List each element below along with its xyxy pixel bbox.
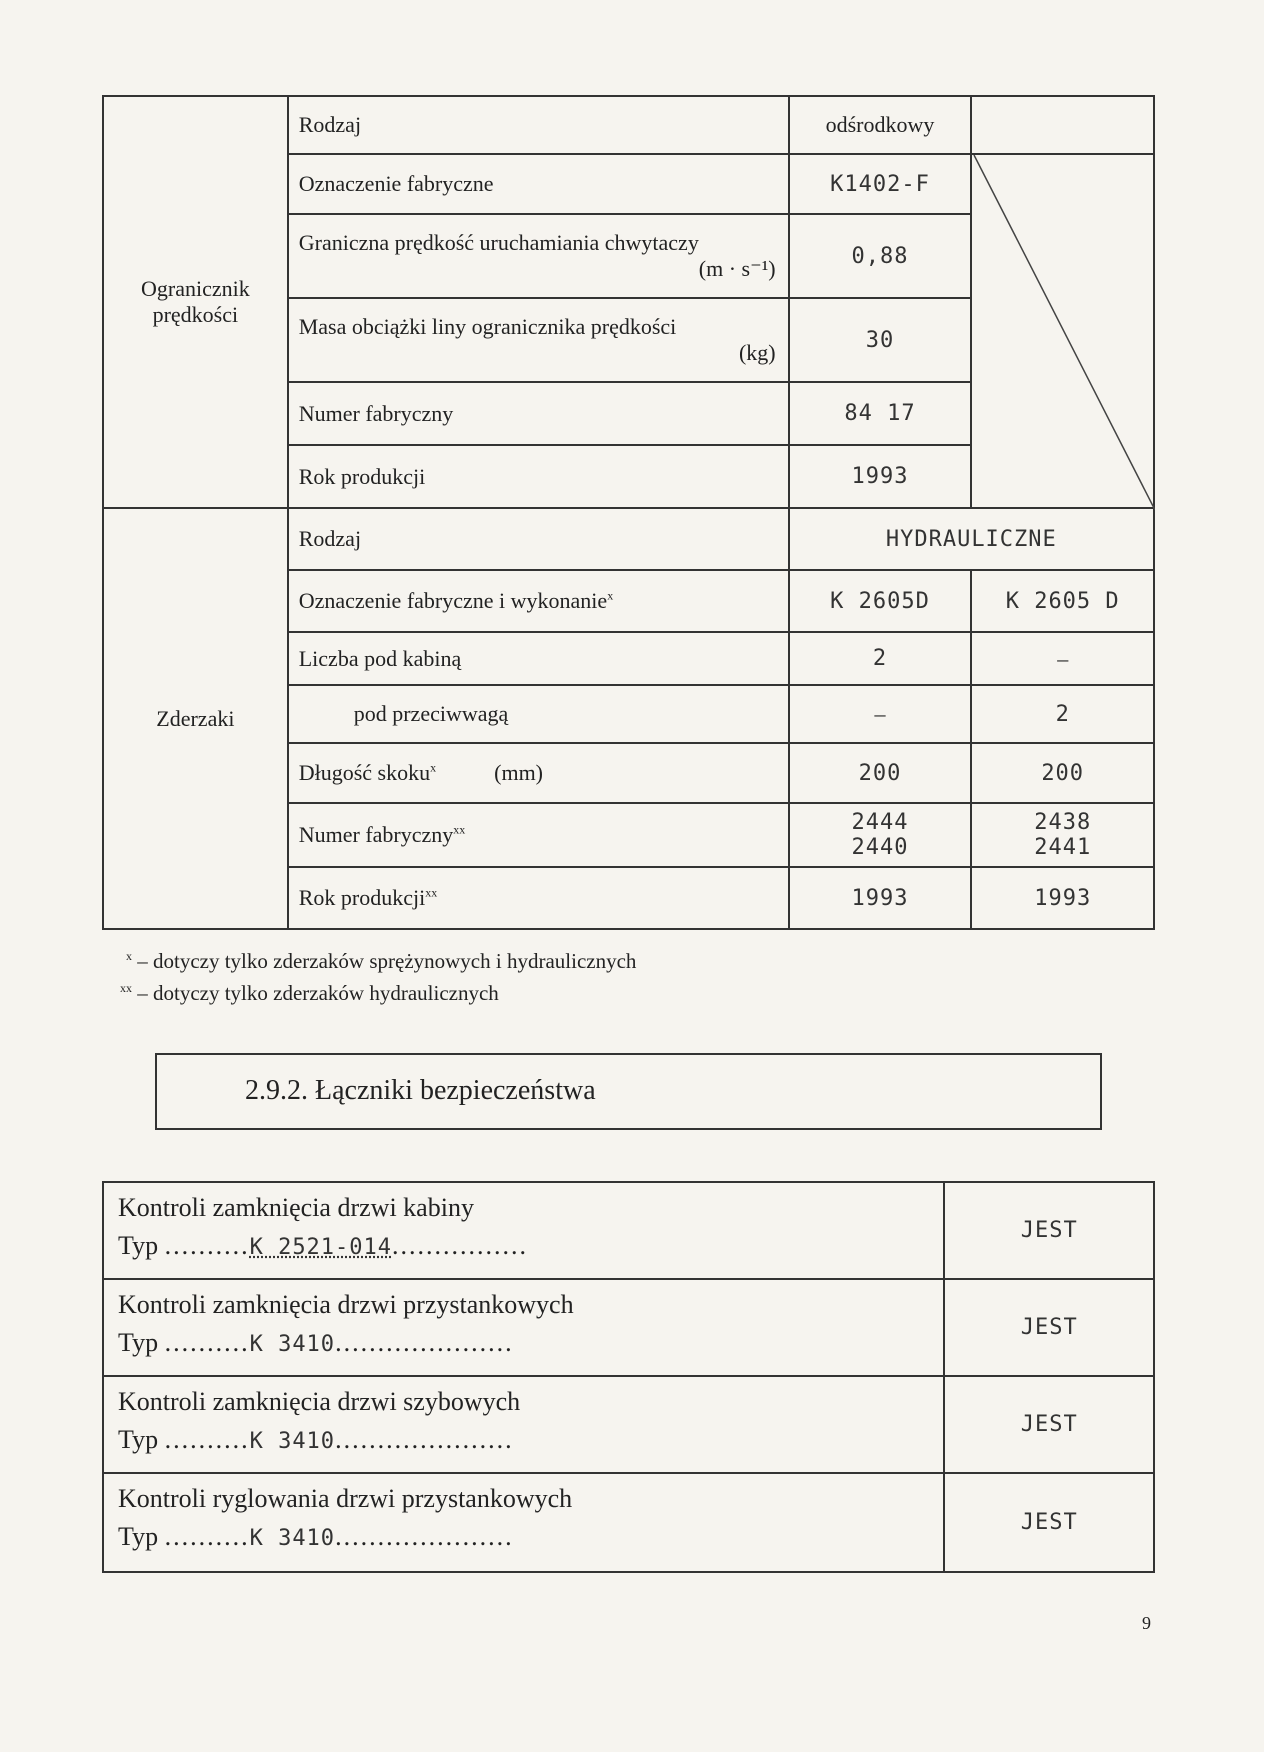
switch-row: Kontroli zamknięcia drzwi przystankowych Typ ..........K 3410..................... [103, 1279, 944, 1376]
row-label: Oznaczenie fabryczne i wykonanie$^x$ [288, 570, 789, 632]
safety-switches-table [102, 1181, 1155, 1573]
row-label: Długość skoku$^x$ (mm) [288, 743, 789, 803]
row-label: Rok produkcji$^{xx}$ [288, 867, 789, 929]
speed-governor-buffers-table [102, 95, 1155, 930]
switch-row: Kontroli zamknięcia drzwi kabiny Typ ..........K 2521-014................ [103, 1182, 944, 1279]
row-value: – [789, 685, 972, 743]
row-label: Rodzaj [288, 508, 789, 570]
row-value-2: 200 [971, 743, 1154, 803]
row-value: odśrodkowy [789, 96, 972, 154]
row-value-2: 2438 2441 [971, 803, 1154, 867]
row-value: 1993 [789, 445, 972, 508]
row-label: Rodzaj [288, 96, 789, 154]
row-value: 84 17 [789, 382, 972, 445]
footnote: xx – dotyczy tylko zderzaków hydraulicznych [120, 981, 499, 1005]
row-label: Oznaczenie fabryczne [288, 154, 789, 214]
empty-cell [971, 96, 1154, 154]
row-label: Rok produkcji [288, 445, 789, 508]
footnote: x – dotyczy tylko zderzaków sprężynowych i hydraulicznych [126, 949, 637, 973]
row-label: Graniczna prędkość uruchamiania chwytaczy (m · s⁻¹) [288, 214, 789, 298]
row-value: K 2605D [789, 570, 972, 632]
group-label-buffers: Zderzaki [103, 508, 288, 929]
row-label: Numer fabryczny$^{xx}$ [288, 803, 789, 867]
row-value: 2444 2440 [789, 803, 972, 867]
row-value: 0,88 [789, 214, 972, 298]
switch-row: Kontroli zamknięcia drzwi szybowych Typ ..........K 3410..................... [103, 1376, 944, 1473]
section-title: 2.9.2. Łączniki bezpieczeństwa [245, 1075, 596, 1106]
footnotes [102, 943, 636, 1007]
row-label: Liczba pod kabiną [288, 632, 789, 685]
row-value: 200 [789, 743, 972, 803]
row-value-2: K 2605 D [971, 570, 1154, 632]
row-label: Masa obciążki liny ogranicznika prędkości (kg) [288, 298, 789, 382]
row-value: 2 [789, 632, 972, 685]
row-value-2: 1993 [971, 867, 1154, 929]
row-value-2: – [971, 632, 1154, 685]
switch-row: Kontroli ryglowania drzwi przystankowych Typ ..........K 3410..................... [103, 1473, 944, 1572]
row-value: 30 [789, 298, 972, 382]
row-value: K1402-F [789, 154, 972, 214]
row-value: HYDRAULICZNE [789, 508, 1154, 570]
row-value-2: 2 [971, 685, 1154, 743]
page-number: 9 [1142, 1613, 1151, 1633]
switch-status: JEST [944, 1473, 1154, 1572]
section-title-box [155, 1053, 1102, 1130]
switch-status: JEST [944, 1376, 1154, 1473]
crossed-out-cell [971, 154, 1154, 508]
row-value: 1993 [789, 867, 972, 929]
row-label: pod przeciwwagą [288, 685, 789, 743]
switch-status: JEST [944, 1279, 1154, 1376]
strike-line [972, 155, 1155, 510]
row-label: Numer fabryczny [288, 382, 789, 445]
group-label-governor: Ogranicznik prędkości [103, 96, 288, 508]
switch-status: JEST [944, 1182, 1154, 1279]
